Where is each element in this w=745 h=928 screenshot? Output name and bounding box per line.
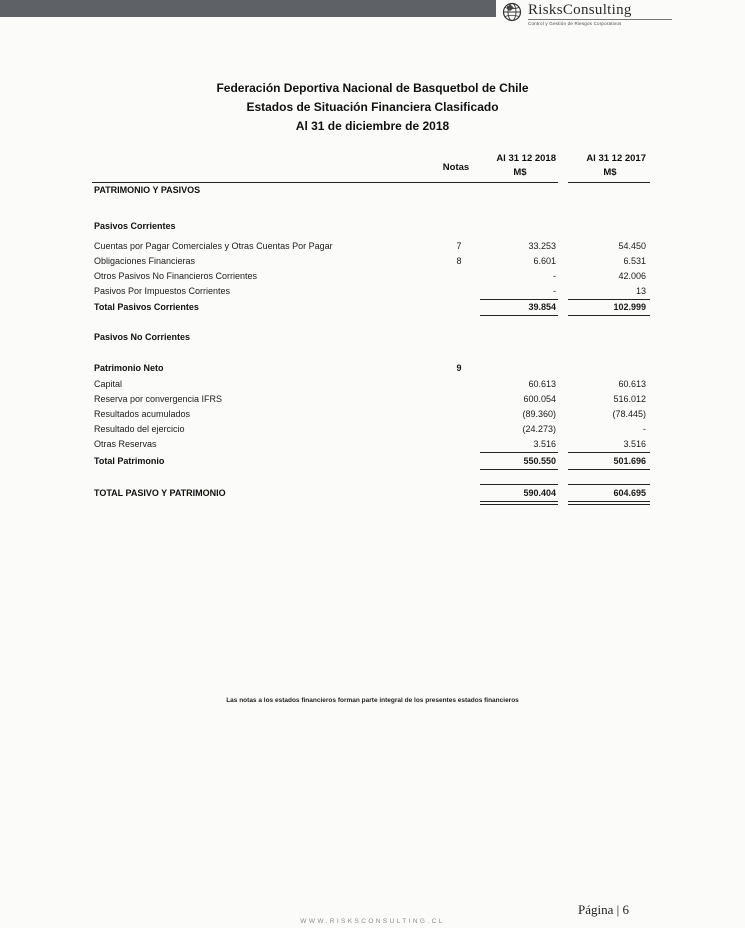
row-label: Resultado del ejercicio <box>94 424 185 434</box>
section-heading-patrimonio-pasivos: PATRIMONIO Y PASIVOS <box>94 185 201 195</box>
brand-rule <box>528 19 672 20</box>
row-value-2018: (24.273) <box>522 424 556 434</box>
page-number: Página | 6 <box>578 902 629 917</box>
grand-total-value-2017: 604.695 <box>613 488 646 498</box>
footer-website: WWW.RISKSCONSULTING.CL <box>300 918 445 925</box>
row-value-2017: 60.613 <box>618 379 646 389</box>
row-value-2017: 54.450 <box>618 241 646 251</box>
header-rule-2017 <box>568 182 650 183</box>
row-label: Obligaciones Financieras <box>94 256 196 266</box>
total-label: Total Patrimonio <box>94 456 165 466</box>
grand-total-top-rule-2018 <box>480 484 558 485</box>
total-label: Total Pasivos Corrientes <box>94 302 199 312</box>
row-value-2017: 3.516 <box>623 439 646 449</box>
subtotal-rule-2017 <box>568 299 650 300</box>
row-value-2018: - <box>553 286 556 296</box>
report-title-statement: Estados de Situación Financiera Clasificado <box>246 100 499 114</box>
grand-total-double-rule-2017 <box>568 504 650 505</box>
total-value-2017: 102.999 <box>613 302 646 312</box>
total-value-2017: 501.696 <box>613 456 646 466</box>
total-rule-2017 <box>568 315 650 316</box>
row-value-2017: 42.006 <box>618 271 646 281</box>
grand-total-double-rule-2018 <box>480 504 558 505</box>
brand-name: RisksConsulting <box>528 2 632 18</box>
column-header-2018-date: Al 31 12 2018 <box>496 153 556 164</box>
report-title-entity: Federación Deportiva Nacional de Basquetbol de Chile <box>216 81 529 95</box>
row-value-2018: 3.516 <box>533 439 556 449</box>
subtotal-rule-2018 <box>480 299 558 300</box>
row-label: Pasivos Por Impuestos Corrientes <box>94 286 231 296</box>
section-nota: 9 <box>456 363 462 373</box>
header-rule-main <box>92 182 558 183</box>
grand-total-rule-2017 <box>568 501 650 502</box>
row-label: Otras Reservas <box>94 439 157 449</box>
brand-tagline: Control y Gestión de Riesgos Corporativos <box>528 21 622 26</box>
row-value-2018: 60.613 <box>528 379 556 389</box>
total-rule-2017 <box>568 469 650 470</box>
section-heading-pasivos-corrientes: Pasivos Corrientes <box>94 221 176 231</box>
row-value-2017: (78.445) <box>612 409 646 419</box>
row-value-2017: - <box>643 424 646 434</box>
row-label: Otros Pasivos No Financieros Corrientes <box>94 271 258 281</box>
total-rule-2018 <box>480 469 558 470</box>
row-value-2018: 6.601 <box>533 256 556 266</box>
grand-total-rule-2018 <box>480 501 558 502</box>
row-label: Resultados acumulados <box>94 409 191 419</box>
row-value-2017: 13 <box>635 286 646 296</box>
row-value-2017: 6.531 <box>623 256 646 266</box>
grand-total-label: TOTAL PASIVO Y PATRIMONIO <box>94 488 226 498</box>
row-nota: 8 <box>456 256 462 266</box>
row-label: Cuentas por Pagar Comerciales y Otras Cuentas Por Pagar <box>94 241 333 251</box>
footnote: Las notas a los estados financieros forman parte integral de los presentes estados financieros <box>226 697 519 704</box>
total-value-2018: 550.550 <box>523 456 556 466</box>
brand-logo <box>502 1 742 27</box>
row-value-2018: 33.253 <box>528 241 556 251</box>
row-value-2018: - <box>553 271 556 281</box>
grand-total-value-2018: 590.404 <box>523 488 556 498</box>
row-value-2018: (89.360) <box>522 409 556 419</box>
subtotal-rule-2017 <box>568 452 650 453</box>
row-label: Reserva por convergencia IFRS <box>94 394 223 404</box>
header-bar <box>0 0 496 17</box>
subtotal-rule-2018 <box>480 452 558 453</box>
total-value-2018: 39.854 <box>528 302 556 312</box>
column-header-2018-unit: M$ <box>513 167 527 178</box>
column-header-2017-date: Al 31 12 2017 <box>586 153 646 164</box>
report-title-date: Al 31 de diciembre de 2018 <box>295 119 450 133</box>
globe-icon <box>502 2 522 22</box>
total-rule-2018 <box>480 315 558 316</box>
section-heading-patrimonio-neto: Patrimonio Neto <box>94 363 164 373</box>
row-label: Capital <box>94 379 123 389</box>
column-header-2017-unit: M$ <box>603 167 617 178</box>
column-header-notas: Notas <box>442 162 470 173</box>
row-nota: 7 <box>456 241 462 251</box>
row-value-2018: 600.054 <box>523 394 556 404</box>
row-value-2017: 516.012 <box>613 394 646 404</box>
grand-total-top-rule-2017 <box>568 484 650 485</box>
section-heading-pasivos-no-corrientes: Pasivos No Corrientes <box>94 332 191 342</box>
